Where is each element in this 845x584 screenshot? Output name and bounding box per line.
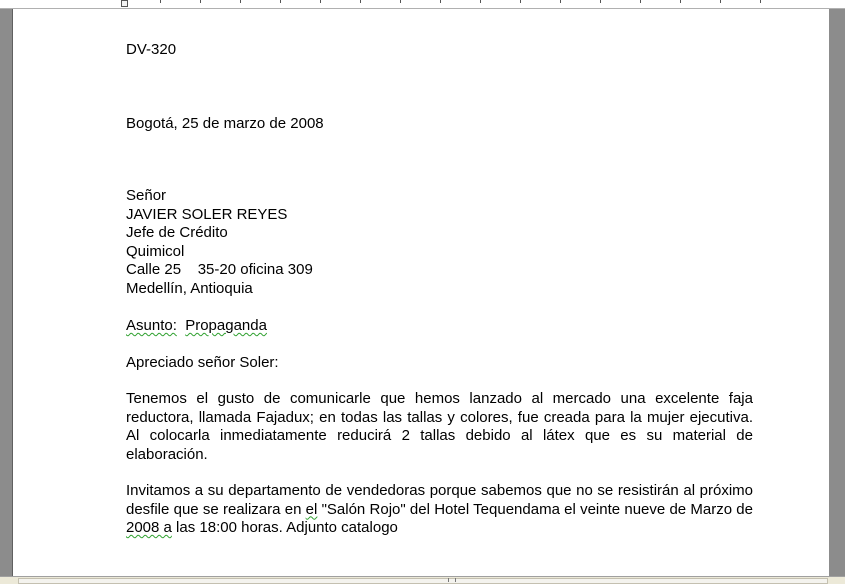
ruler-tick [640,0,641,3]
ruler-tick [760,0,761,3]
ruler-tick [240,0,241,3]
recipient-position: Jefe de Crédito [126,224,228,241]
ruler-tick [360,0,361,3]
ruler-tick [160,0,161,3]
scroll-grip-icon[interactable] [448,578,456,582]
horizontal-ruler[interactable] [0,0,845,9]
recipient-salutation: Señor [126,187,167,204]
ruler-tick [560,0,561,3]
body-paragraph-2 [126,482,753,538]
grammar-flag: 2008 a [126,519,172,536]
ruler-tick [480,0,481,3]
ruler-tick [400,0,401,3]
paragraph2-text: las 18:00 horas. Adjunto catalogo [171,519,398,536]
subject-value: Propaganda [185,317,267,334]
ruler-tick [680,0,681,3]
grammar-flag: el [305,500,318,518]
paragraph2-text: Invitamos a su departamento de vendedoras porque sabemos que no se resistirán al próximo desfile que se realizara en [126,482,753,518]
ruler-tick [320,0,321,3]
ruler-tick [440,0,441,3]
greeting: Apreciado señor Soler: [126,354,279,371]
recipient-company: Quimicol [126,243,185,260]
ruler-tick [200,0,201,3]
subject-line [126,317,267,335]
ruler-tick [600,0,601,3]
paragraph2-text: "Salón Rojo" del Hotel Tequendama el veinte nueve de Marzo de [317,500,753,518]
recipient-city: Medellín, Antioquia [126,280,253,297]
scroll-track[interactable] [18,578,828,584]
indent-marker[interactable] [121,0,128,7]
horizontal-scrollbar[interactable] [0,576,845,584]
recipient-address: Calle 25 35-20 oficina 309 [126,261,313,278]
ruler-tick [520,0,521,3]
ruler-tick [280,0,281,3]
date-line: Bogotá, 25 de marzo de 2008 [126,115,324,132]
ruler-tick [720,0,721,3]
workspace-margin-left [0,9,12,576]
workspace-margin-right [829,9,845,576]
reference-code: DV-320 [126,41,177,58]
recipient-name: JAVIER SOLER REYES [126,206,288,223]
subject-label: Asunto: [126,317,177,334]
body-paragraph-1: Tenemos el gusto de comunicarle que hemos lanzado al mercado una excelente faja reductora, llamada Fajadux; en todas las tallas y colores, fue creada para la mujer ejecutiva. Al colocarla inmediatamente reducirá 2 tallas debido al látex que es su material de elaboración. [126,390,753,463]
